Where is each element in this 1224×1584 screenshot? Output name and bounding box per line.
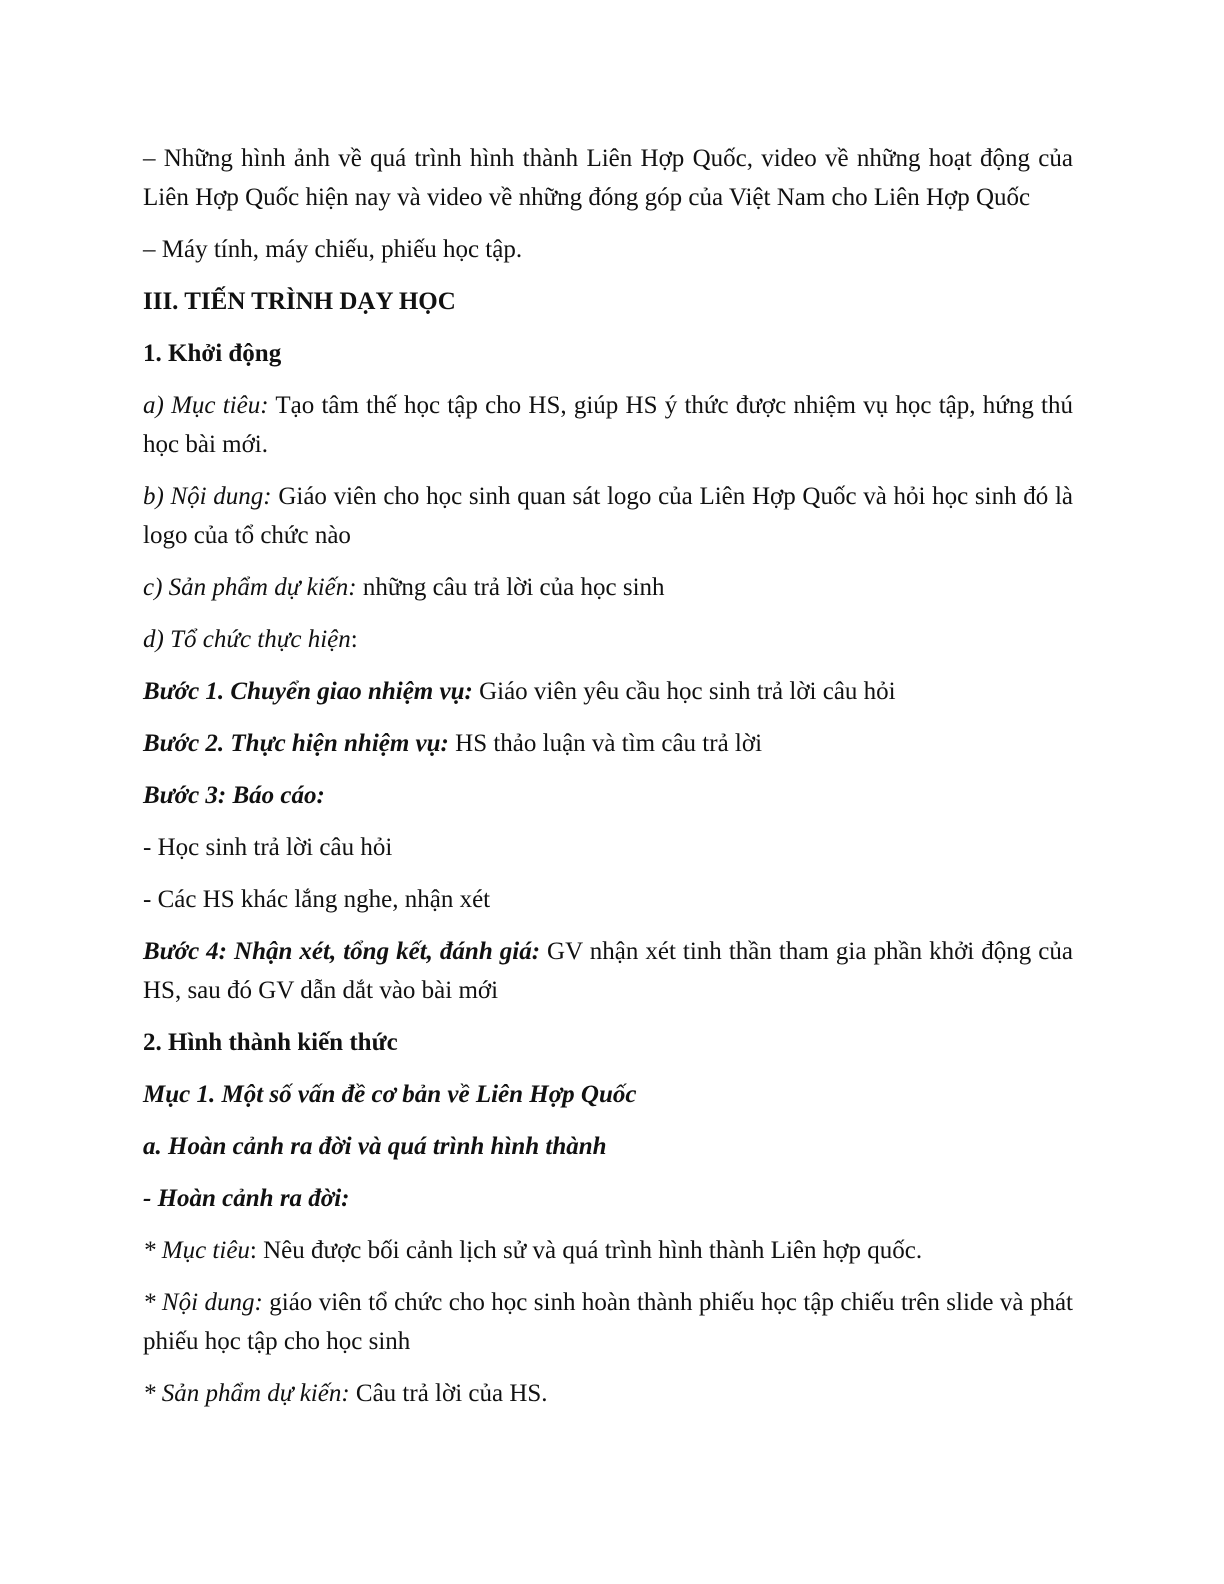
knowledge-heading: 2. Hình thành kiến thức — [143, 1029, 398, 1056]
organization-label: d) Tổ chức thực hiện — [143, 626, 351, 653]
step4-paragraph — [143, 932, 1073, 1010]
activity-content-text: giáo viên tổ chức cho học sinh hoàn thành phiếu học tập chiếu trên slide và phát phiếu học tập cho học sinh — [143, 1289, 1073, 1355]
product-label: * Sản phẩm dự kiến: — [143, 1380, 350, 1407]
materials-equipment-paragraph: – Máy tính, máy chiếu, phiếu học tập. — [143, 236, 523, 263]
step3-item: - Các HS khác lắng nghe, nhận xét — [143, 886, 491, 913]
step3-item: - Học sinh trả lời câu hỏi — [143, 834, 393, 861]
organization-text: : — [350, 626, 358, 653]
step2-paragraph — [143, 724, 1073, 763]
product-paragraph — [143, 1374, 1073, 1413]
context-heading: - Hoàn cảnh ra đời: — [143, 1185, 350, 1212]
activity-content-paragraph — [143, 1283, 1073, 1361]
goal-paragraph — [143, 1231, 1073, 1270]
document-page — [143, 139, 1073, 1426]
item1-heading: Mục 1. Một số vấn đề cơ bản về Liên Hợp Quốc — [143, 1081, 637, 1108]
expected-product-label: c) Sản phẩm dự kiến: — [143, 574, 357, 601]
organization-paragraph — [143, 620, 1073, 659]
materials-images-paragraph: – Những hình ảnh về quá trình hình thành Liên Hợp Quốc, video về những hoạt động của Liên Hợp Quốc hiện nay và video về những đóng góp của Việt Nam cho Liên Hợp Quốc — [143, 145, 1073, 211]
activity-content-label: * Nội dung: — [143, 1289, 263, 1316]
goal-label: * Mục tiêu — [143, 1237, 250, 1264]
warmup-heading: 1. Khởi động — [143, 340, 282, 367]
step1-text: Giáo viên yêu cầu học sinh trả lời câu hỏi — [472, 678, 896, 705]
step1-paragraph — [143, 672, 1073, 711]
subsection-a-heading: a. Hoàn cảnh ra đời và quá trình hình thành — [143, 1133, 607, 1160]
content-paragraph — [143, 477, 1073, 555]
objective-text: Tạo tâm thế học tập cho HS, giúp HS ý thức được nhiệm vụ học tập, hứng thú học bài mới. — [143, 392, 1073, 458]
content-text: Giáo viên cho học sinh quan sát logo của Liên Hợp Quốc và hỏi học sinh đó là logo của tổ chức nào — [143, 483, 1073, 549]
objective-paragraph — [143, 386, 1073, 464]
section-iii-heading: III. TIẾN TRÌNH DẠY HỌC — [143, 288, 456, 315]
expected-product-text: những câu trả lời của học sinh — [356, 574, 665, 601]
step2-text: HS thảo luận và tìm câu trả lời — [448, 730, 763, 757]
step4-text: GV nhận xét tinh thần tham gia phần khởi động của HS, sau đó GV dẫn dắt vào bài mới — [143, 938, 1073, 1004]
step4-label: Bước 4: Nhận xét, tổng kết, đánh giá: — [143, 938, 541, 965]
expected-product-paragraph — [143, 568, 1073, 607]
product-text: Câu trả lời của HS. — [349, 1380, 548, 1407]
objective-label: a) Mục tiêu: — [143, 392, 269, 419]
step1-label: Bước 1. Chuyển giao nhiệm vụ: — [143, 678, 473, 705]
step2-label: Bước 2. Thực hiện nhiệm vụ: — [143, 730, 449, 757]
step3-label: Bước 3: Báo cáo: — [143, 782, 325, 809]
content-label: b) Nội dung: — [143, 483, 272, 510]
goal-text: : Nêu được bối cảnh lịch sử và quá trình hình thành Liên hợp quốc. — [249, 1237, 923, 1264]
